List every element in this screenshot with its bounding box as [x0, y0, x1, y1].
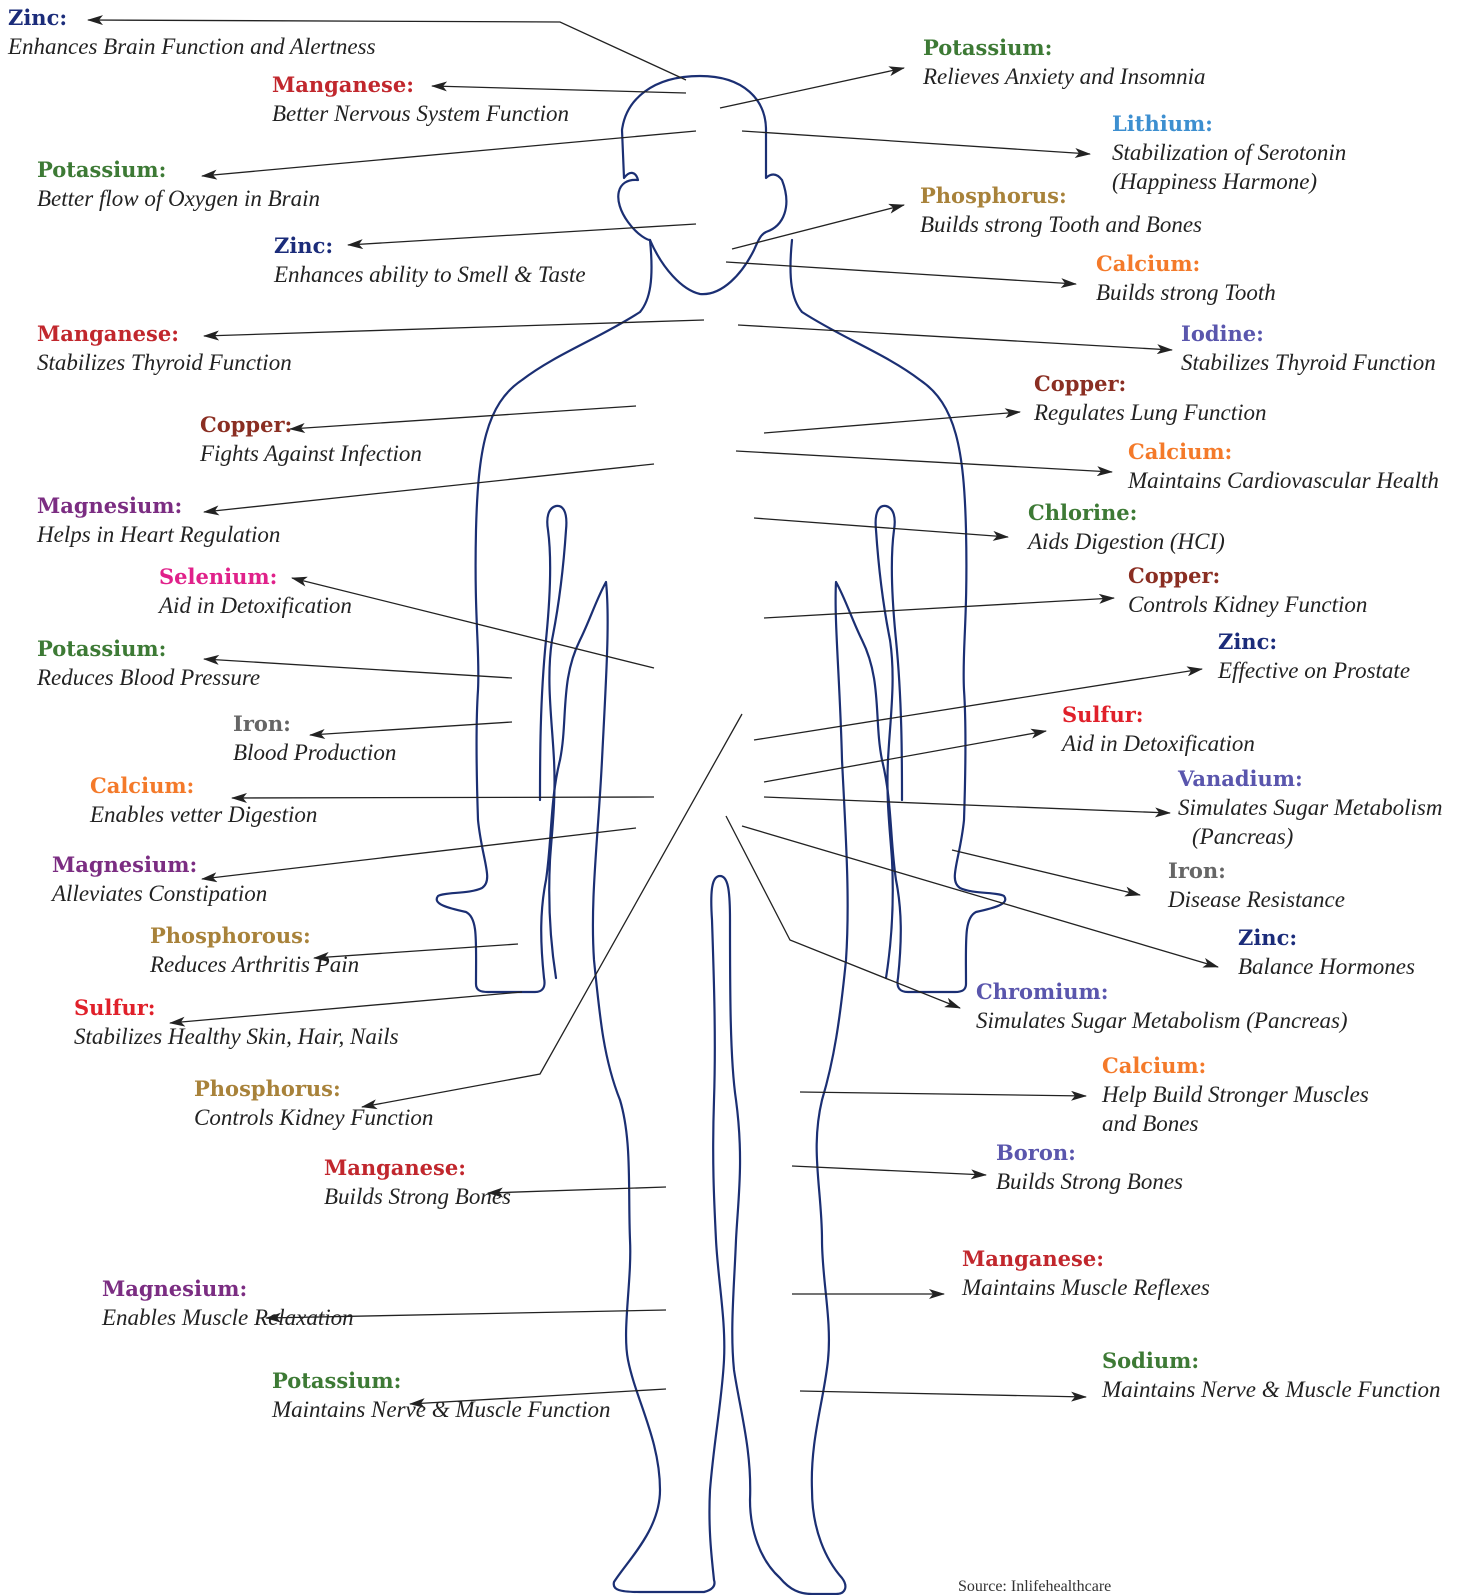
- left-label-calcium-digestion: [90, 772, 317, 829]
- mineral-name: Magnesium:: [37, 493, 183, 518]
- mineral-benefit: Simulates Sugar Metabolism (Pancreas): [976, 1008, 1348, 1033]
- mineral-benefit: Disease Resistance: [1168, 887, 1345, 912]
- left-label-copper-infection: [200, 411, 422, 468]
- mineral-name: Potassium:: [272, 1368, 402, 1393]
- mineral-benefit: Blood Production: [233, 740, 397, 765]
- arrow-right-14: [742, 826, 1218, 967]
- right-label-vanadium-sugar: [1178, 765, 1443, 851]
- right-label-chromium-sugar: [976, 978, 1348, 1035]
- mineral-benefit: Stabilizes Thyroid Function: [1181, 350, 1436, 375]
- right-label-iron-disease: [1168, 857, 1345, 914]
- arrow-right-9: [764, 598, 1114, 618]
- right-label-copper-lung: [1034, 370, 1267, 427]
- left-label-magnesium-heart: [37, 492, 280, 549]
- mineral-name: Manganese:: [272, 72, 414, 97]
- mineral-benefit: Enhances ability to Smell & Taste: [274, 262, 586, 287]
- mineral-name: Iron:: [233, 711, 291, 736]
- arrow-right-5: [738, 325, 1172, 350]
- mineral-benefit: Stabilization of Serotonin: [1112, 140, 1347, 165]
- mineral-benefit-cont: (Happiness Harmone): [1112, 169, 1318, 194]
- mineral-name: Calcium:: [1096, 251, 1201, 276]
- right-label-zinc-hormones: [1238, 924, 1415, 981]
- mineral-benefit: Aid in Detoxification: [1062, 731, 1255, 756]
- mineral-benefit: Reduces Blood Pressure: [37, 665, 261, 690]
- mineral-benefit: Maintains Nerve & Muscle Function: [1102, 1377, 1441, 1402]
- left-label-zinc-smell: [274, 232, 586, 289]
- mineral-benefit: Alleviates Constipation: [52, 881, 268, 906]
- mineral-name: Manganese:: [37, 321, 179, 346]
- mineral-name: Copper:: [1128, 563, 1221, 588]
- mineral-benefit: Helps in Heart Regulation: [37, 522, 281, 547]
- mineral-benefit: Maintains Nerve & Muscle Function: [272, 1397, 611, 1422]
- mineral-benefit: Builds Strong Bones: [324, 1184, 511, 1209]
- mineral-name: Magnesium:: [102, 1276, 248, 1301]
- arrow-left-15: [362, 714, 742, 1107]
- mineral-benefit: Help Build Stronger Muscles: [1102, 1082, 1369, 1107]
- mineral-name: Sodium:: [1102, 1348, 1200, 1373]
- mineral-name: Sulfur:: [74, 995, 156, 1020]
- mineral-name: Chromium:: [976, 979, 1109, 1004]
- mineral-name: Iodine:: [1181, 321, 1264, 346]
- mineral-name: Sulfur:: [1062, 702, 1144, 727]
- mineral-name: Phosphorus:: [920, 183, 1067, 208]
- head-outline: [618, 76, 786, 294]
- mineral-benefit: Builds strong Tooth: [1096, 280, 1276, 305]
- right-label-zinc-prostate: [1218, 628, 1410, 685]
- mineral-benefit: Aids Digestion (HCI): [1028, 529, 1225, 554]
- mineral-benefit-cont: and Bones: [1102, 1111, 1199, 1136]
- mineral-benefit: Balance Hormones: [1238, 954, 1415, 979]
- left-label-manganese-nervous: [272, 71, 569, 128]
- right-label-sulfur-detox: [1062, 701, 1255, 758]
- mineral-name: Manganese:: [324, 1155, 466, 1180]
- left-label-potassium-blood-pressure: [37, 635, 260, 692]
- arrow-right-4: [726, 262, 1076, 284]
- arrow-left-16: [488, 1187, 666, 1193]
- mineral-name: Potassium:: [37, 636, 167, 661]
- mineral-benefit-cont: (Pancreas): [1192, 824, 1294, 849]
- arrow-right-17: [792, 1166, 986, 1175]
- mineral-benefit: Simulates Sugar Metabolism: [1178, 795, 1443, 820]
- left-label-manganese-thyroid: [37, 320, 292, 377]
- arrow-right-16: [800, 1092, 1086, 1096]
- left-label-potassium-nerve: [272, 1367, 611, 1424]
- mineral-benefit: Maintains Cardiovascular Health: [1128, 468, 1439, 493]
- left-label-zinc-brain: [8, 4, 376, 61]
- mineral-name: Calcium:: [90, 773, 195, 798]
- mineral-name: Iron:: [1168, 858, 1226, 883]
- left-label-magnesium-muscle: [102, 1275, 354, 1332]
- arrow-right-8: [754, 518, 1008, 537]
- mineral-name: Zinc:: [274, 233, 334, 258]
- right-label-calcium-muscles: [1102, 1052, 1369, 1138]
- left-label-magnesium-constipation: [52, 851, 267, 908]
- right-label-iodine-thyroid: [1181, 320, 1436, 377]
- right-label-sodium-nerve: [1102, 1347, 1441, 1404]
- mineral-benefit: Reduces Arthritis Pain: [150, 952, 360, 977]
- left-label-selenium-detox: [159, 563, 352, 620]
- mineral-benefit: Enables vetter Digestion: [90, 802, 318, 827]
- mineral-benefit: Stabilizes Thyroid Function: [37, 350, 292, 375]
- left-label-phosphorous-arthritis: [150, 922, 359, 979]
- mineral-benefit: Better flow of Oxygen in Brain: [37, 186, 320, 211]
- mineral-name: Zinc:: [1218, 629, 1278, 654]
- mineral-name: Manganese:: [962, 1246, 1104, 1271]
- mineral-benefit: Better Nervous System Function: [272, 101, 570, 126]
- left-label-iron-blood: [233, 710, 396, 767]
- right-label-calcium-cardio: [1128, 438, 1439, 495]
- arrow-right-3: [732, 205, 904, 249]
- arrow-right-13: [952, 850, 1140, 895]
- mineral-name: Vanadium:: [1178, 766, 1303, 791]
- mineral-benefit: Builds strong Tooth and Bones: [920, 212, 1202, 237]
- mineral-name: Copper:: [1034, 371, 1127, 396]
- arrow-right-11: [764, 731, 1046, 782]
- left-label-sulfur-skin: [74, 994, 399, 1051]
- mineral-name: Phosphorus:: [194, 1076, 341, 1101]
- mineral-benefit: Fights Against Infection: [200, 441, 422, 466]
- mineral-name: Phosphorous:: [150, 923, 311, 948]
- right-label-phosphorus-tooth-bones: [920, 182, 1202, 239]
- mineral-name: Potassium:: [923, 35, 1053, 60]
- mineral-benefit: Enhances Brain Function and Alertness: [8, 34, 376, 59]
- mineral-name: Selenium:: [159, 564, 278, 589]
- arrow-right-1: [720, 68, 904, 108]
- source-credit: Source: Inlifehealthcare: [958, 1578, 1112, 1595]
- right-label-calcium-tooth: [1096, 250, 1276, 307]
- right-label-copper-kidney: [1128, 562, 1367, 619]
- mineral-benefit: Regulates Lung Function: [1034, 400, 1267, 425]
- arrow-right-12: [764, 797, 1170, 813]
- arrow-right-19: [800, 1391, 1086, 1397]
- right-label-potassium-anxiety: [923, 34, 1206, 91]
- left-label-phosphorus-kidney: [194, 1075, 433, 1132]
- mineral-benefit: Relieves Anxiety and Insomnia: [923, 64, 1206, 89]
- mineral-name: Zinc:: [1238, 925, 1298, 950]
- mineral-name: Magnesium:: [52, 852, 198, 877]
- mineral-name: Zinc:: [8, 5, 68, 30]
- mineral-name: Copper:: [200, 412, 293, 437]
- arrow-right-7: [736, 451, 1112, 472]
- left-label-potassium-oxygen: [37, 156, 320, 213]
- mineral-benefit: Stabilizes Healthy Skin, Hair, Nails: [74, 1024, 399, 1049]
- mineral-benefit: Effective on Prostate: [1218, 658, 1411, 683]
- mineral-benefit: Controls Kidney Function: [194, 1105, 434, 1130]
- mineral-benefit: Aid in Detoxification: [159, 593, 352, 618]
- mineral-benefit: Maintains Muscle Reflexes: [962, 1275, 1210, 1300]
- right-label-manganese-reflexes: [962, 1245, 1210, 1302]
- mineral-benefit: Enables Muscle Relaxation: [102, 1305, 354, 1330]
- mineral-name: Potassium:: [37, 157, 167, 182]
- mineral-name: Lithium:: [1112, 111, 1213, 136]
- mineral-benefit: Builds Strong Bones: [996, 1169, 1183, 1194]
- right-label-chlorine-digestion: [1028, 499, 1225, 556]
- mineral-name: Calcium:: [1102, 1053, 1207, 1078]
- arrow-right-2: [742, 131, 1090, 154]
- mineral-benefit: Controls Kidney Function: [1128, 592, 1368, 617]
- mineral-name: Boron:: [996, 1140, 1076, 1165]
- arrow-right-6: [764, 412, 1020, 433]
- mineral-name: Chlorine:: [1028, 500, 1138, 525]
- left-label-manganese-bones: [324, 1154, 511, 1211]
- mineral-name: Calcium:: [1128, 439, 1233, 464]
- right-label-boron-bones: [996, 1139, 1183, 1196]
